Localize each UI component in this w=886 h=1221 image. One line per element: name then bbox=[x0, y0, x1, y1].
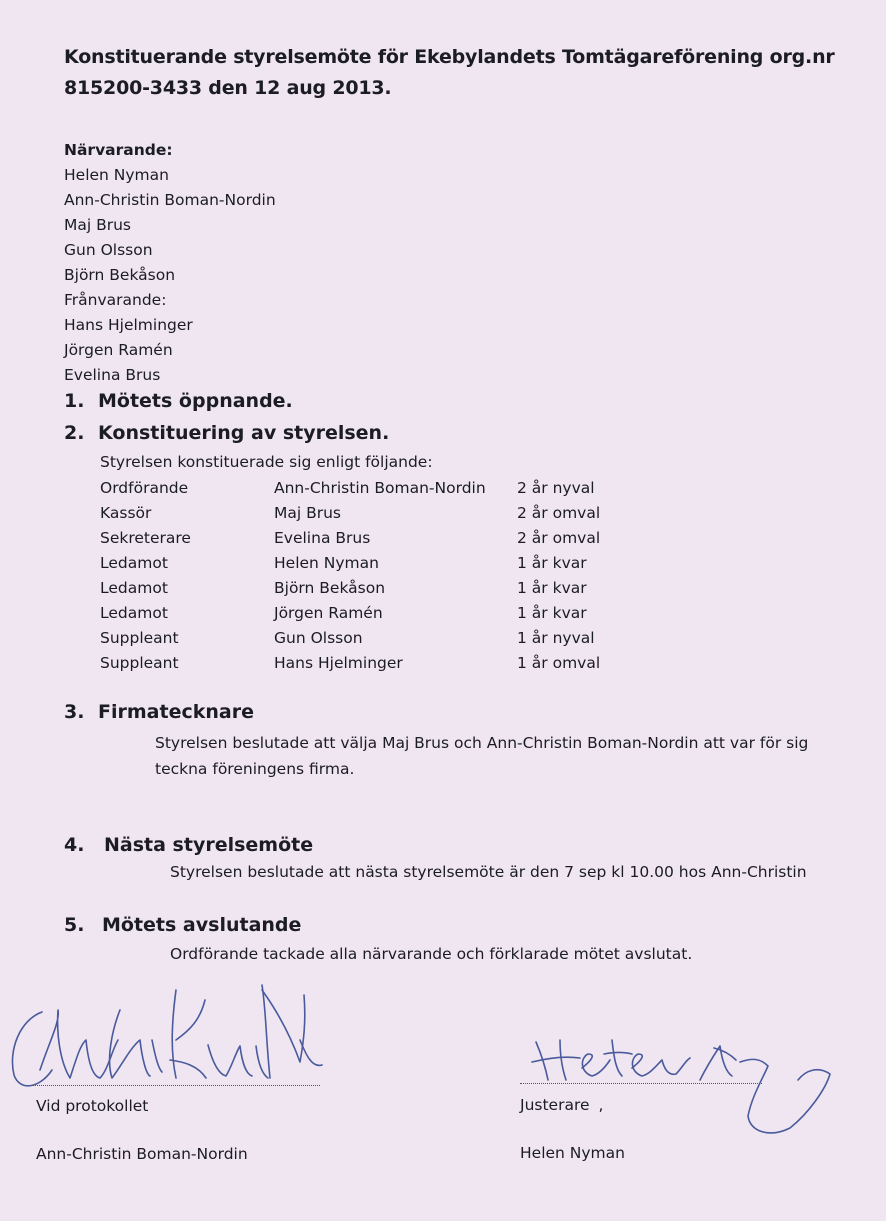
member-name: Maj Brus bbox=[274, 503, 342, 522]
role-title: Ordförande bbox=[100, 478, 189, 497]
signature-helen-nyman bbox=[532, 1040, 830, 1133]
role-title: Ledamot bbox=[100, 603, 168, 622]
term: 1 år omval bbox=[517, 653, 601, 672]
member-name: Gun Olsson bbox=[274, 628, 363, 647]
role-title: Suppleant bbox=[100, 628, 179, 647]
signature-line-left bbox=[32, 1085, 320, 1086]
present-person: Helen Nyman bbox=[64, 166, 169, 184]
section-body-line: teckna föreningens firma. bbox=[155, 760, 355, 778]
present-person: Gun Olsson bbox=[64, 241, 153, 259]
adjuster-role-label bbox=[520, 1096, 603, 1114]
role-title: Sekreterare bbox=[100, 528, 191, 547]
section-number: 1. bbox=[64, 390, 85, 412]
role-title: Kassör bbox=[100, 503, 152, 522]
title-line-2: 815200-3433 den 12 aug 2013. bbox=[64, 77, 392, 99]
term: 1 år kvar bbox=[517, 553, 587, 572]
member-name: Helen Nyman bbox=[274, 553, 379, 572]
section-body: Styrelsen beslutade att nästa styrelsemöte är den 7 sep kl 10.00 hos Ann-Christin bbox=[170, 863, 807, 881]
term: 2 år omval bbox=[517, 503, 601, 522]
present-person: Ann-Christin Boman-Nordin bbox=[64, 191, 276, 209]
section-number: 5. bbox=[64, 914, 85, 936]
term: 1 år kvar bbox=[517, 578, 587, 597]
role-title: Suppleant bbox=[100, 653, 179, 672]
section-number: 3. bbox=[64, 701, 85, 723]
term: 2 år nyval bbox=[517, 478, 595, 497]
section-number: 2. bbox=[64, 422, 85, 444]
absent-label: Frånvarande: bbox=[64, 291, 167, 309]
secretary-name: Ann-Christin Boman-Nordin bbox=[36, 1145, 248, 1163]
member-name: Björn Bekåson bbox=[274, 578, 386, 597]
section-body: Ordförande tackade alla närvarande och förklarade mötet avslutat. bbox=[170, 945, 693, 963]
term: 1 år nyval bbox=[517, 628, 595, 647]
section-title: Mötets avslutande bbox=[102, 914, 302, 936]
absent-person: Hans Hjelminger bbox=[64, 316, 193, 334]
adjuster-mark: , bbox=[598, 1096, 604, 1114]
adjuster-name: Helen Nyman bbox=[520, 1144, 625, 1162]
section-number: 4. bbox=[64, 834, 85, 856]
section-title: Konstituering av styrelsen. bbox=[98, 422, 390, 444]
signature-ann-christin bbox=[12, 985, 322, 1086]
member-name: Evelina Brus bbox=[274, 528, 371, 547]
present-person: Maj Brus bbox=[64, 216, 132, 234]
section-title: Nästa styrelsemöte bbox=[104, 834, 314, 856]
role-title: Ledamot bbox=[100, 578, 168, 597]
present-person: Björn Bekåson bbox=[64, 266, 176, 284]
member-name: Jörgen Ramén bbox=[274, 603, 383, 622]
term: 2 år omval bbox=[517, 528, 601, 547]
section-body-line: Styrelsen beslutade att välja Maj Brus och Ann-Christin Boman-Nordin att var för sig bbox=[155, 734, 809, 752]
absent-person: Jörgen Ramén bbox=[64, 341, 173, 359]
title-line-1: Konstituerande styrelsemöte för Ekebylandets Tomtägareförening org.nr bbox=[64, 46, 835, 68]
absent-person: Evelina Brus bbox=[64, 366, 161, 384]
member-name: Hans Hjelminger bbox=[274, 653, 403, 672]
section-title: Firmatecknare bbox=[98, 701, 254, 723]
signature-line-right bbox=[520, 1083, 762, 1084]
secretary-role-label: Vid protokollet bbox=[36, 1097, 149, 1115]
role-title: Ledamot bbox=[100, 553, 168, 572]
term: 1 år kvar bbox=[517, 603, 587, 622]
present-label: Närvarande: bbox=[64, 141, 173, 159]
section-intro: Styrelsen konstituerade sig enligt följande: bbox=[100, 453, 433, 471]
section-title: Mötets öppnande. bbox=[98, 390, 293, 412]
adjuster-role-text: Justerare bbox=[520, 1096, 590, 1114]
member-name: Ann-Christin Boman-Nordin bbox=[274, 478, 486, 497]
